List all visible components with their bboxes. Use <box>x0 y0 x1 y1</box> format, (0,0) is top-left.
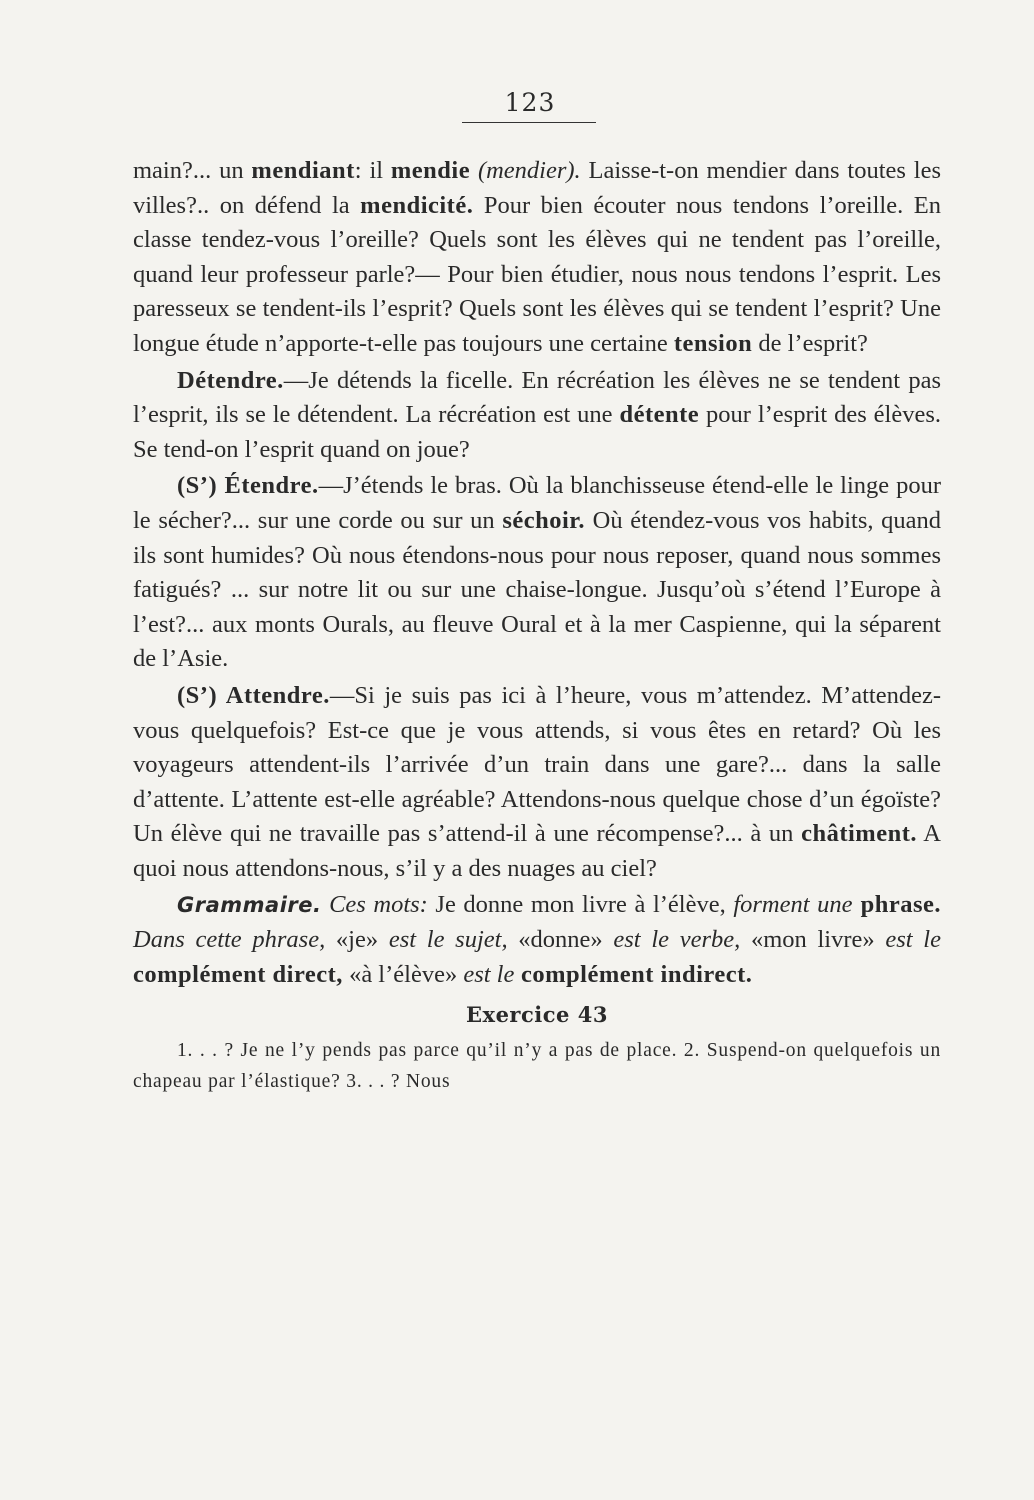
section-heading: Détendre. <box>177 366 284 394</box>
bold-term: mendiant <box>251 157 355 184</box>
bold-term: détente <box>619 401 700 429</box>
text-run: «mon livre» <box>740 926 875 954</box>
text-run: : il <box>354 157 391 184</box>
italic-run: est le <box>874 926 941 954</box>
text-run: —Je détends la ficelle. En récréation les élèves ne se tendent pas l’esprit, ils se le détendent. La récréation est une <box>133 366 941 429</box>
paragraph-detendre <box>133 364 941 468</box>
bold-term: châtiment. <box>801 820 917 848</box>
bold-term: mendie <box>390 157 471 184</box>
section-heading: (S’) Étendre. <box>177 472 319 500</box>
text-run: A quoi nous attendons-nous, s’il y a des nuages au ciel? <box>133 820 942 882</box>
bold-term: complément indirect. <box>514 960 753 988</box>
italic-run: Dans cette phrase, <box>133 926 326 954</box>
text-run: Pour bien écouter nous tendons l’oreille. En classe tendez-vous l’oreille? Quels sont les élèves qui ne tendent pas l’oreille, quand leur professeur parle?— Pour bien étudier, nous nous tendons l’esprit. Les paresseux se tendent-ils l’esprit? Quels sont les élèves qui se tendent l’esprit? Une longue étude n’apporte-t-elle pas toujours une certaine <box>133 191 941 357</box>
exercise-text <box>133 1035 941 1097</box>
bold-term: phrase. <box>852 891 941 919</box>
text-run: «donne» <box>507 926 603 954</box>
paragraph-etendre <box>133 469 941 677</box>
text-run: Laisse-t-on mendier dans toutes les villes?.. on défend la <box>133 157 941 219</box>
text-run: «je» <box>325 926 379 954</box>
text-run: Où étendez-vous vos habits, quand ils sont humides? Où nous étendons-nous pour nous reposer, quand nous sommes fatigués? ... sur notre lit ou sur une chaise-longue. Jusqu’où s’étend l’Europe à l’est?... aux monts Ourals, au fleuve Oural et à la mer Caspienne, qui la séparent de l’Asie. <box>133 506 941 673</box>
text-run: «à l’élève» <box>342 960 458 988</box>
exercise-title: Exercice 43 <box>466 1002 608 1028</box>
text-run: de l’esprit? <box>752 329 868 357</box>
text-run: pour l’esprit des élèves. Se tend-on l’esprit quand on joue? <box>133 401 941 463</box>
italic-run: est le sujet, <box>378 926 508 954</box>
page-number: 123 <box>504 88 556 117</box>
bold-term: séchoir. <box>502 506 586 534</box>
italic-run: est le verbe, <box>602 926 741 954</box>
paragraph-mendiant <box>133 154 941 362</box>
italic-run: Ces mots: <box>321 891 428 919</box>
grammar-label: Grammaire. <box>177 893 322 918</box>
text-run: —J’étends le bras. Où la blanchisseuse étend-elle le linge pour le sécher?... sur une corde ou sur un <box>133 472 941 534</box>
exercise-line: 1. . . ? Je ne l’y pends pas parce qu’il n’y a pas de place. 2. Suspend-on quelquefois un chapeau par l’élastique? 3. . . ? Nous <box>133 1039 941 1092</box>
italic-term: (mendier). <box>470 157 581 184</box>
italic-run: forment une <box>733 891 853 919</box>
page-body <box>133 154 941 1097</box>
paragraph-attendre <box>133 679 941 887</box>
italic-run: est le <box>457 960 515 988</box>
text-run: Je donne mon livre à l’élève, <box>427 891 734 919</box>
bold-term: complément direct, <box>133 960 343 988</box>
text-run: main?... un <box>133 157 252 184</box>
header-rule <box>462 122 596 123</box>
bold-term: mendicité. <box>360 191 474 219</box>
section-heading: (S’) Attendre. <box>177 681 330 709</box>
paragraph-grammaire <box>133 888 941 992</box>
bold-term: tension <box>673 329 753 357</box>
text-run: —Si je suis pas ici à l’heure, vous m’attendez. M’attendez-vous quelquefois? Est-ce que je vous attends, si vous êtes en retard? Où les voyageurs attendent-ils l’arrivée d’un train dans une gare?... dans la salle d’attente. L’attente est-elle agréable? Attendons-nous quelque chose d’un égoïste? Un élève qui ne travaille pas s’attend-il à une récompense?... à un <box>133 681 941 848</box>
